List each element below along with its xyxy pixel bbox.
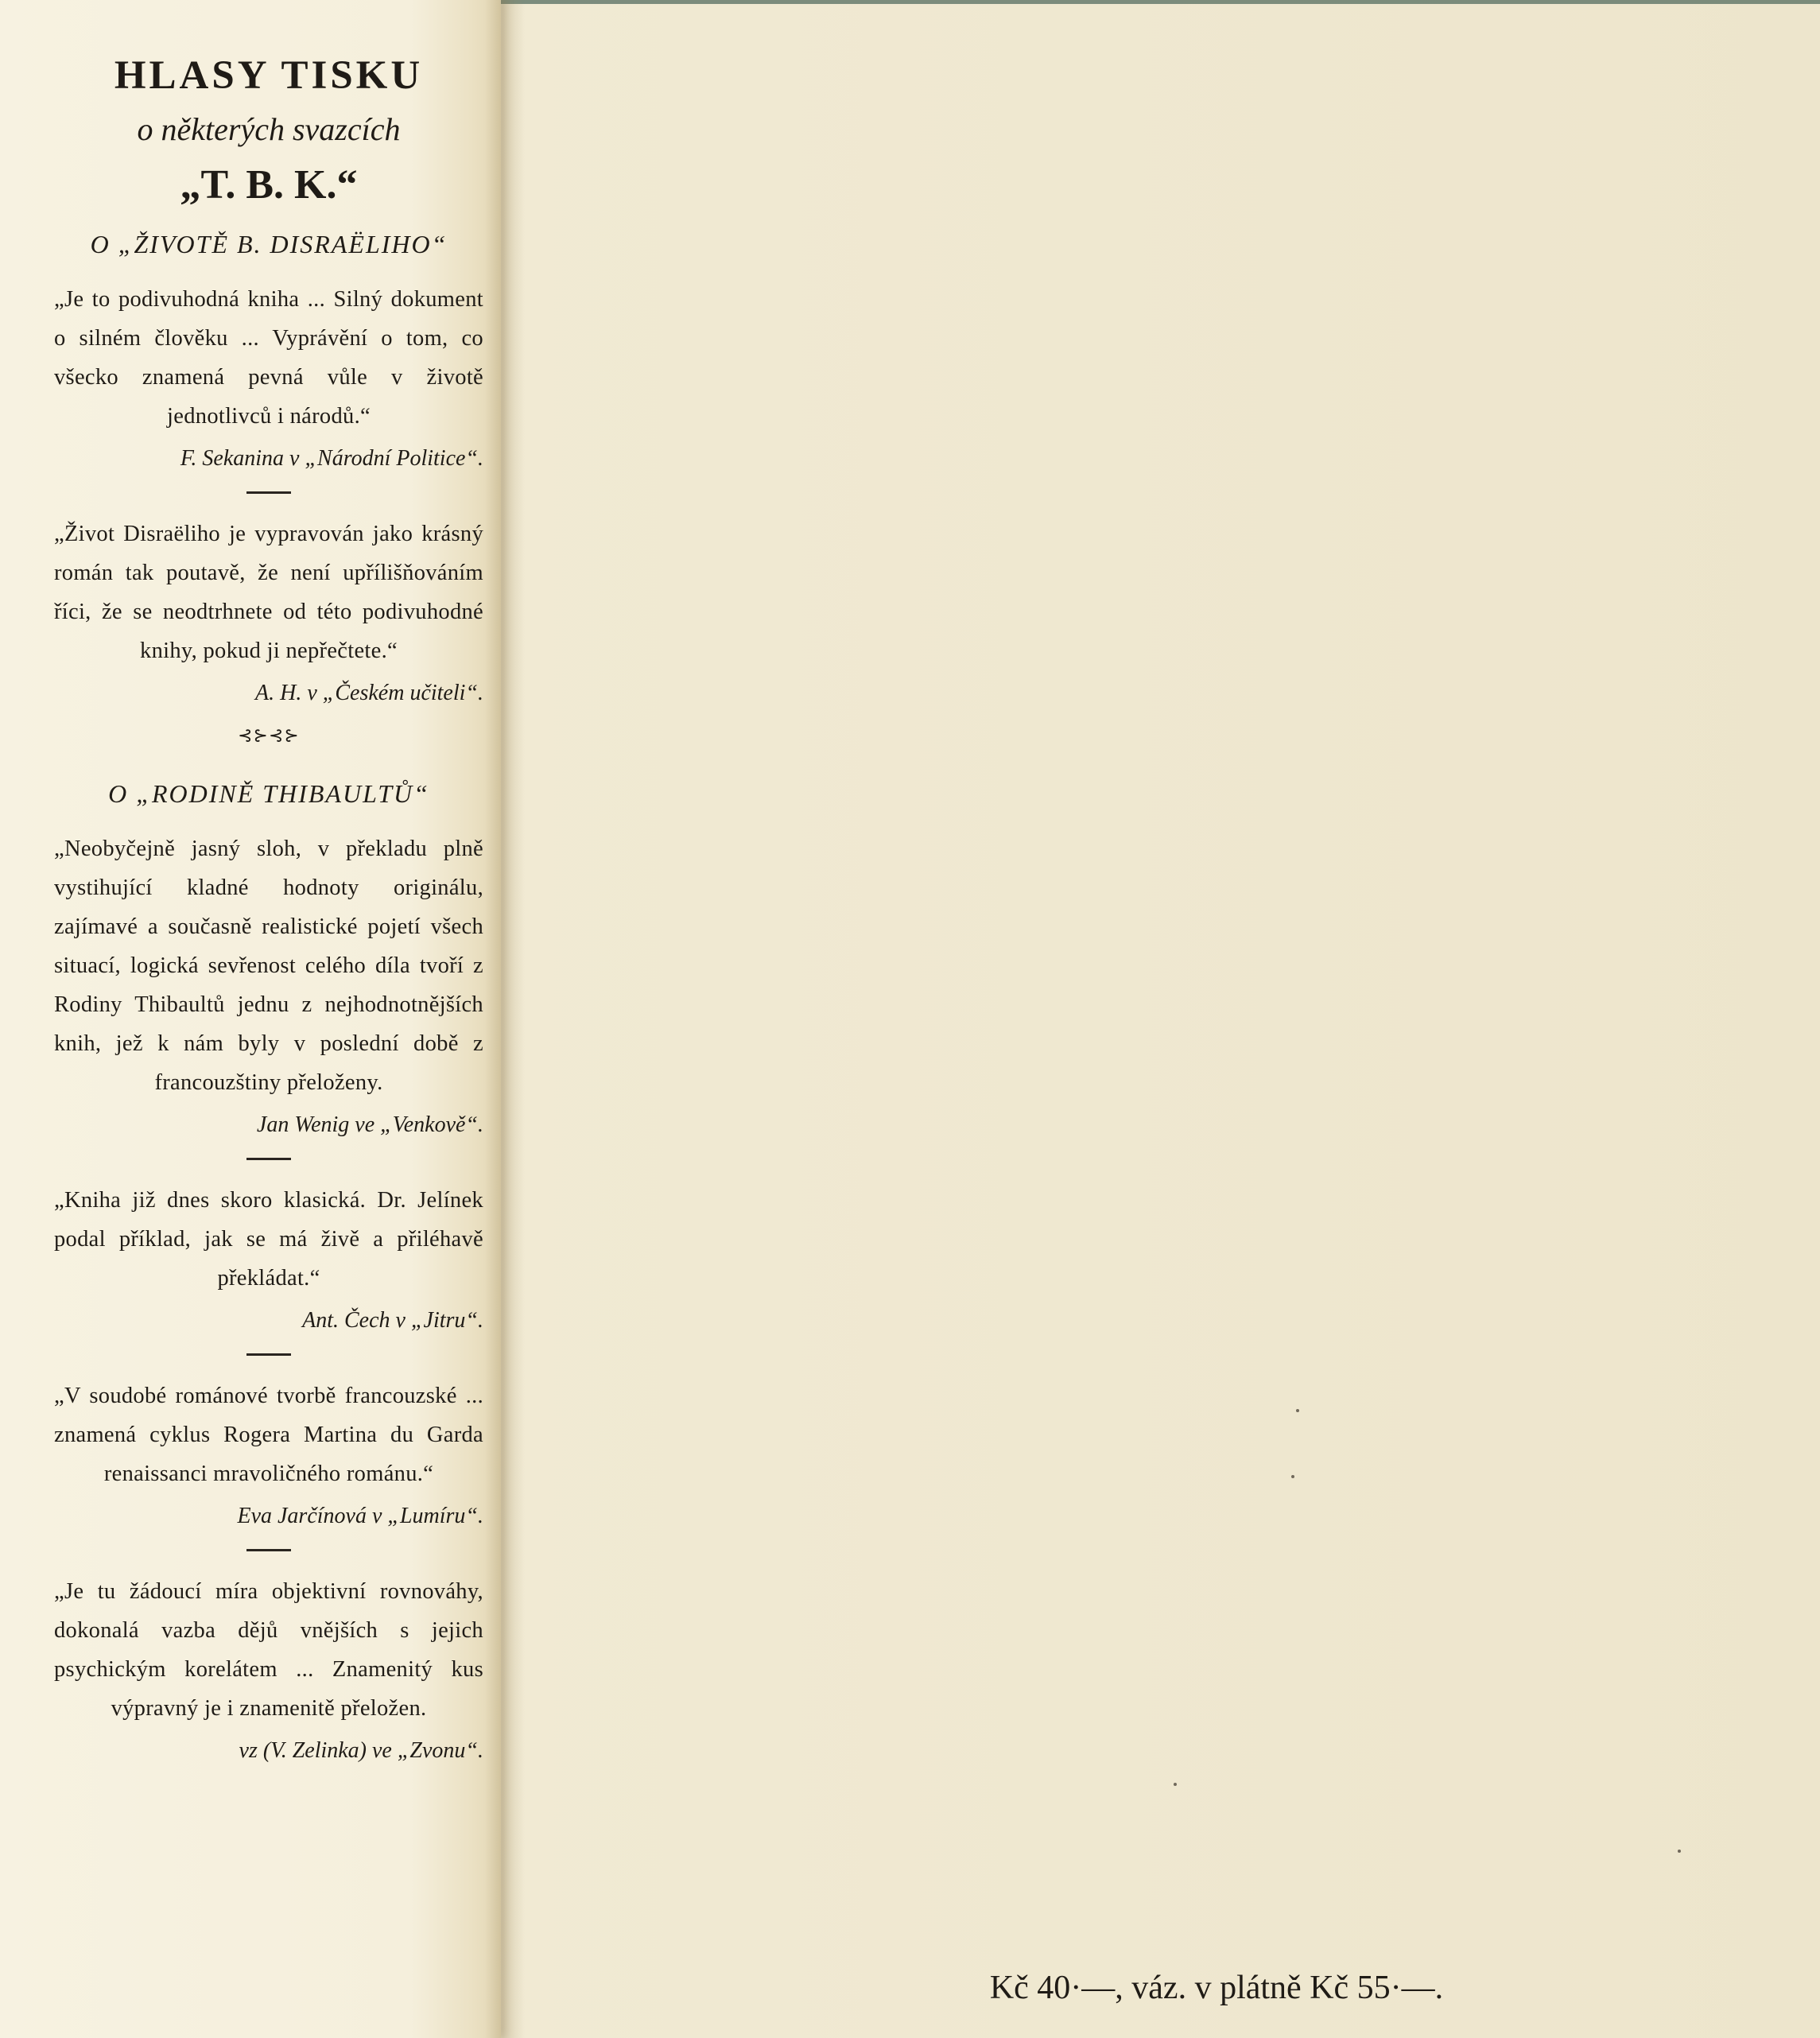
divider-dash xyxy=(246,1158,291,1160)
review-quote-block xyxy=(54,280,483,477)
review-section xyxy=(54,775,483,1769)
review-attribution: vz (V. Zelinka) ve „Zvonu“. xyxy=(239,1738,483,1763)
review-quote-block xyxy=(54,1376,483,1535)
review-quote-block xyxy=(54,514,483,712)
paper-speck xyxy=(1174,1783,1177,1786)
review-quote-block xyxy=(54,1181,483,1339)
paper-speck xyxy=(1296,1409,1299,1412)
review-quote: „Je tu žádoucí míra objektivní rovnováhy, dokonalá vazba dějů vnějších s jejich psychickým korelátem ... Znamenitý kus výpravný je i znamenitě přeložen. xyxy=(54,1579,483,1721)
press-reviews xyxy=(54,48,483,1769)
divider-dash xyxy=(246,491,291,494)
review-attribution: Eva Jarčínová v „Lumíru“. xyxy=(237,1504,483,1528)
series-name: „T. B. K.“ xyxy=(180,162,358,208)
review-quote: „Je to podivuhodná kniha ... Silný dokument o silném člověku ... Vyprávění o tom, co všecko znamená pevná vůle v životě jednotlivců i národů.“ xyxy=(54,287,483,429)
flap-subheading: o některých svazcích xyxy=(137,111,401,147)
top-edge-rule xyxy=(501,0,1820,4)
review-quote: „Život Disraëliho je vypravován jako krásný román tak poutavě, že není upřílišňováním říci, že se neodtrhnete od této podivuhodné knihy, pokud ji nepřečtete.“ xyxy=(54,522,483,663)
ornament-divider: ⊰⊱⊰⊱ xyxy=(238,726,300,746)
paper-speck xyxy=(1678,1850,1681,1853)
review-attribution: Jan Wenig ve „Venkově“. xyxy=(256,1112,483,1137)
section-title: O „ŽIVOTĚ B. DISRAËLIHO“ xyxy=(90,230,448,258)
review-quote: „Kniha již dnes skoro klasická. Dr. Jelínek podal příklad, jak se má živě a přiléhavě překládat.“ xyxy=(54,1188,483,1291)
review-quote-block xyxy=(54,1572,483,1769)
paper-speck xyxy=(1291,1475,1294,1478)
review-attribution: A. H. v „Českém učiteli“. xyxy=(255,681,483,705)
flap-fold-shadow xyxy=(485,0,525,2038)
review-attribution: Ant. Čech v „Jitru“. xyxy=(302,1308,483,1333)
flap-heading: HLASY TISKU xyxy=(114,53,424,98)
divider-dash xyxy=(246,1353,291,1356)
price-line: Kč 40·—, váz. v plátně Kč 55·—. xyxy=(989,1970,1444,2006)
jacket-flap xyxy=(0,0,501,2038)
review-quote-block xyxy=(54,829,483,1143)
divider-dash xyxy=(246,1549,291,1551)
section-title: O „RODINĚ THIBAULTŮ“ xyxy=(108,779,429,808)
review-section xyxy=(54,226,483,748)
review-quote: „Neobyčejně jasný sloh, v překladu plně vystihující kladné hodnoty originálu, zajímavé a současně realistické pojetí všech situací, logická sevřenost celého díla tvoří z Rodiny Thibaultů jednu z nejhodnotnějších knih, jež k nám byly v poslední době z francouzštiny přeloženy. xyxy=(54,837,483,1095)
review-quote: „V soudobé románové tvorbě francouzské ... znamená cyklus Rogera Martina du Garda renaissanci mravoličného románu.“ xyxy=(54,1384,483,1486)
review-attribution: F. Sekanina v „Národní Politice“. xyxy=(180,446,483,471)
